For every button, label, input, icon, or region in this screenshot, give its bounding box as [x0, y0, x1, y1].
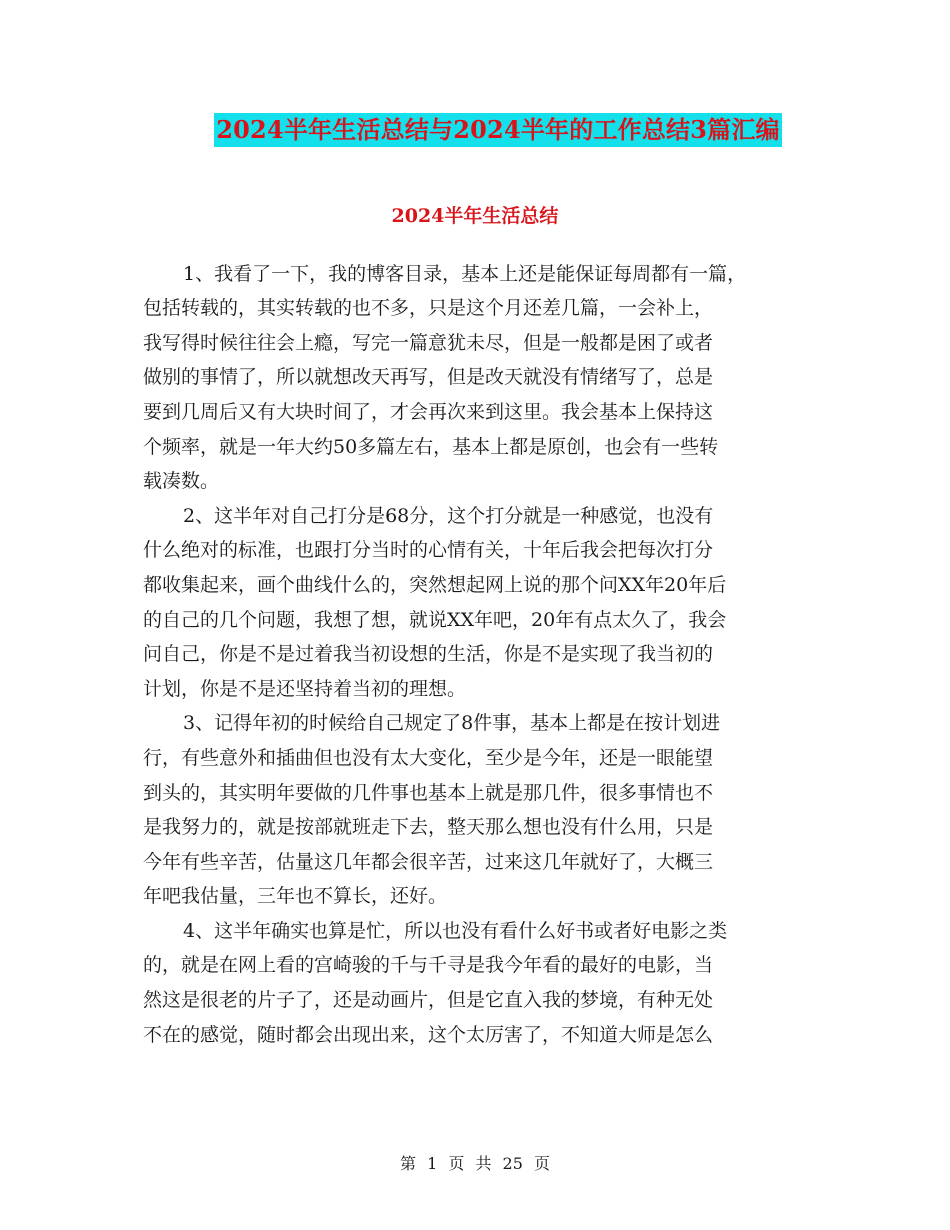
paragraph-4 [143, 914, 827, 1052]
text-line: 载凑数。 [143, 470, 220, 493]
text-line: 做别的事情了，所以就想改天再写，但是改天就没有情绪写了，总是 [143, 366, 714, 389]
paragraph-3 [143, 706, 827, 914]
text-line: 不在的感觉，随时都会出现出来，这个太厉害了，不知道大师是怎么 [143, 1023, 714, 1046]
text-line: 我写得时候往往会上瘾，写完一篇意犹未尽，但是一般都是困了或者 [143, 331, 714, 354]
text-line: 年吧我估量，三年也不算长，还好。 [143, 885, 448, 908]
text-line: 计划，你是不是还坚持着当初的理想。 [143, 677, 467, 700]
text-line: 3、记得年初的时候给自己规定了8件事，基本上都是在按计划进 [183, 712, 721, 735]
paragraph-2 [143, 499, 827, 707]
text-line: 的，就是在网上看的宫崎骏的千与千寻是我今年看的最好的电影，当 [143, 954, 714, 977]
page-footer: 第 1 页 共 25 页 [400, 1154, 550, 1173]
document-title-container [0, 113, 950, 147]
text-line: 到头的，其实明年要做的几件事也基本上就是那几件，很多事情也不 [143, 781, 714, 804]
text-line: 4、这半年确实也算是忙，所以也没有看什么好书或者好电影之类 [183, 919, 728, 942]
text-line: 然这是很老的片子了，还是动画片，但是它直入我的梦境，有种无处 [143, 989, 714, 1012]
text-line: 什么绝对的标准，也跟打分当时的心情有关，十年后我会把每次打分 [143, 539, 714, 562]
paragraph-1 [143, 257, 827, 499]
text-line: 行，有些意外和插曲但也没有太大变化，至少是今年，还是一眼能望 [143, 746, 714, 769]
document-title: 2024半年生活总结与2024半年的工作总结3篇汇编 [214, 113, 782, 147]
text-line: 都收集起来，画个曲线什么的，突然想起网上说的那个问XX年20年后 [143, 573, 727, 596]
text-line: 的自己的几个问题，我想了想，就说XX年吧，20年有点太久了，我会 [143, 608, 727, 631]
text-line: 今年有些辛苦，估量这几年都会很辛苦，过来这几年就好了，大概三 [143, 850, 714, 873]
section-title: 2024半年生活总结 [391, 205, 559, 227]
text-line: 2、这半年对自己打分是68分，这个打分就是一种感觉，也没有 [183, 504, 714, 527]
text-line: 1、我看了一下，我的博客目录，基本上还是能保证每周都有一篇， [183, 262, 747, 285]
text-line: 是我努力的，就是按部就班走下去，整天那么想也没有什么用，只是 [143, 816, 714, 839]
text-line: 问自己，你是不是过着我当初设想的生活，你是不是实现了我当初的 [143, 643, 714, 666]
text-line: 要到几周后又有大块时间了，才会再次来到这里。我会基本上保持这 [143, 400, 714, 423]
text-line: 包括转载的，其实转载的也不多，只是这个月还差几篇，一会补上， [143, 297, 714, 320]
document-body [143, 222, 827, 1052]
text-line: 个频率，就是一年大约50多篇左右，基本上都是原创，也会有一些转 [143, 435, 719, 458]
